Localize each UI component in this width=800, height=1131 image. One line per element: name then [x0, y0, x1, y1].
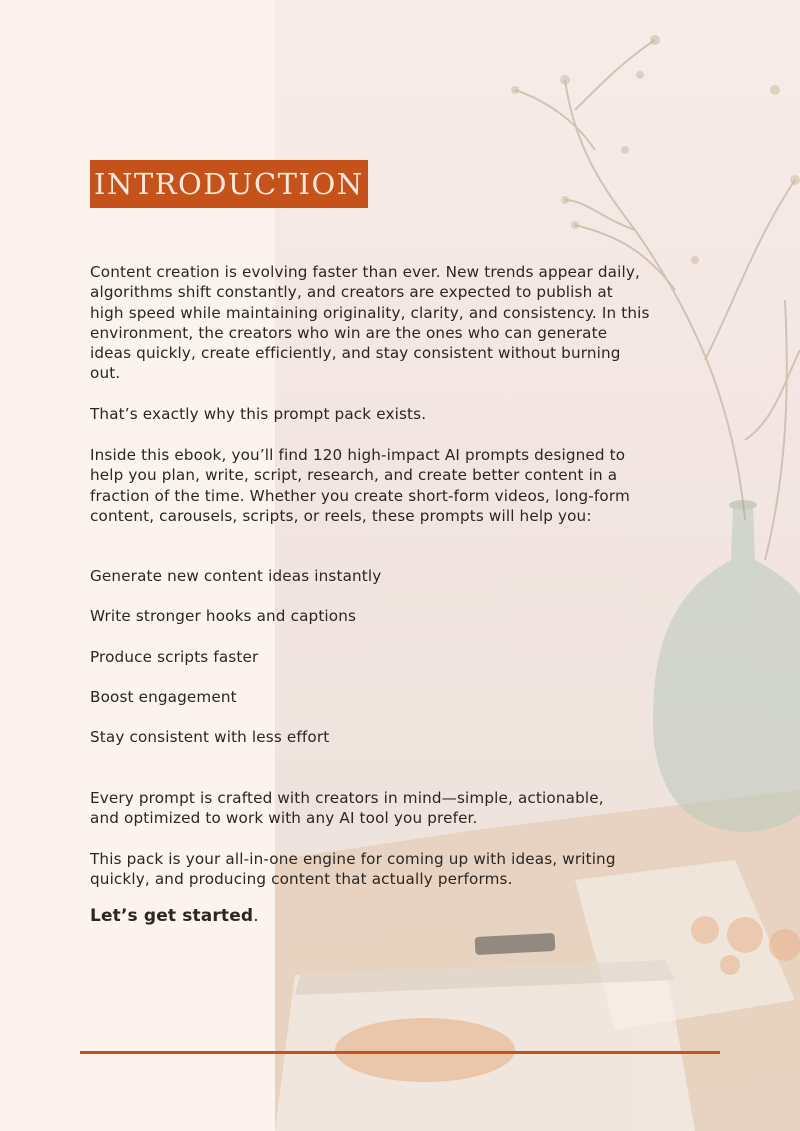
closing-bold: Let’s get started	[90, 906, 254, 926]
closing-punct: .	[253, 906, 259, 926]
benefit-item: Produce scripts faster	[90, 648, 259, 666]
intro-paragraph-1: Content creation is evolving faster than ever. New trends appear daily, algorithms shift constantly, and creators are expected to publish at high speed while maintaining originality, clarity, and consistency. In this environment, the creators who win are the ones who can generate ideas quickly, create efficiently, and stay consistent without burning out.	[90, 263, 650, 383]
vase-icon	[653, 500, 800, 832]
benefit-item: Generate new content ideas instantly	[90, 567, 382, 585]
benefit-item: Stay consistent with less effort	[90, 728, 330, 746]
closing-line	[90, 906, 259, 926]
benefit-item: Write stronger hooks and captions	[90, 607, 357, 625]
intro-paragraph-2: That’s exactly why this prompt pack exists.	[90, 405, 427, 423]
page-title: INTRODUCTION	[90, 160, 368, 208]
footer-divider	[80, 1051, 720, 1054]
intro-paragraph-3: Inside this ebook, you’ll find 120 high-impact AI prompts designed to help you plan, write, script, research, and create better content in a fraction of the time. Whether you create short-form videos, long-form content, carousels, scripts, or reels, these prompts will help you:	[90, 446, 630, 525]
intro-paragraph-5: This pack is your all-in-one engine for coming up with ideas, writing quickly, and producing content that actually performs.	[90, 850, 616, 889]
intro-paragraph-4: Every prompt is crafted with creators in mind—simple, actionable, and optimized to work with any AI tool you prefer.	[90, 789, 604, 828]
benefit-item: Boost engagement	[90, 688, 237, 706]
